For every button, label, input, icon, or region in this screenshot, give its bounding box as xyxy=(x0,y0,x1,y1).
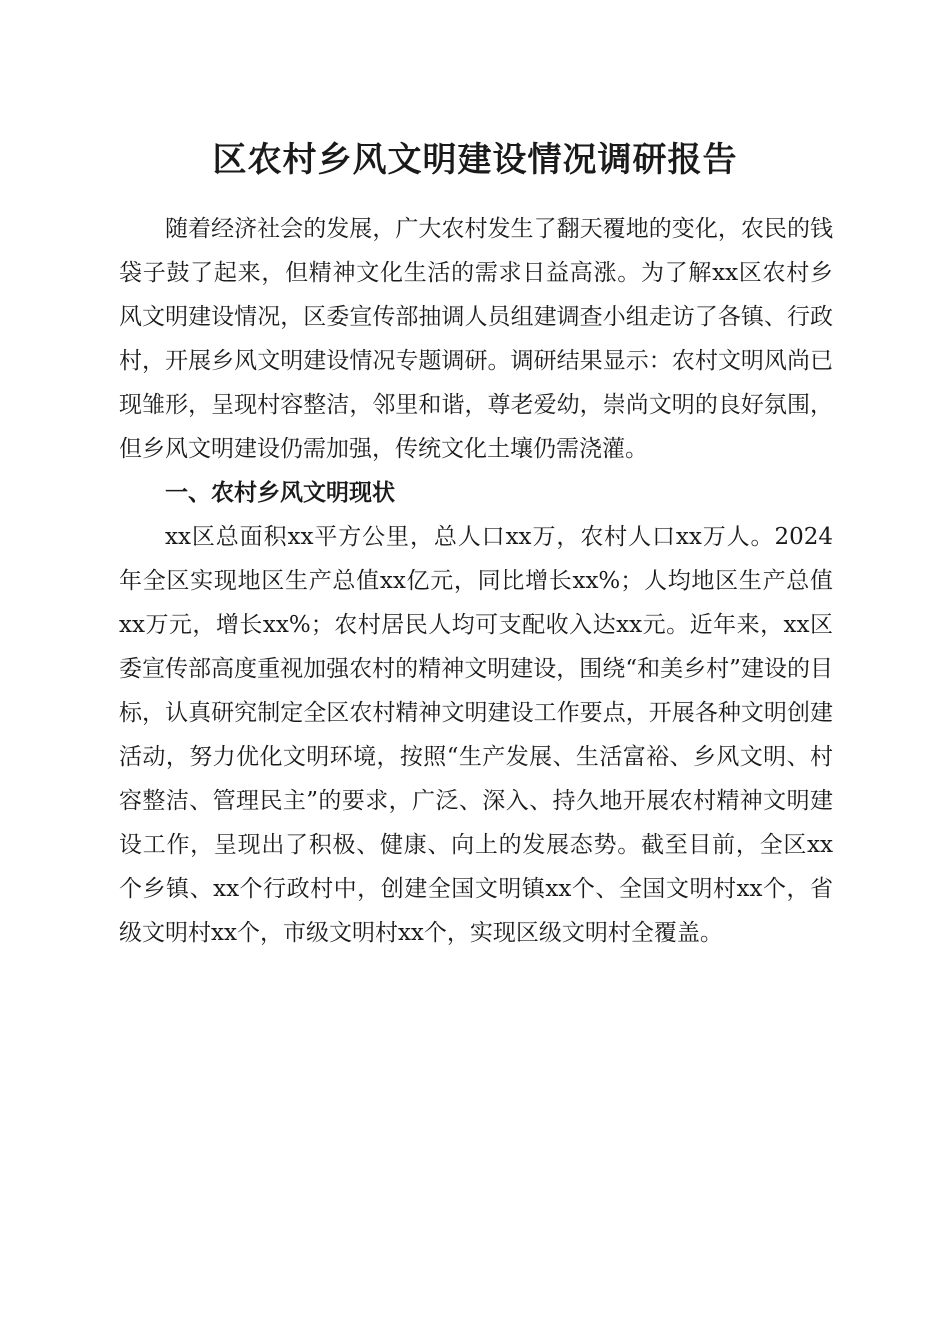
intro-paragraph: 随着经济社会的发展，广大农村发生了翻天覆地的变化，农民的钱袋子鼓了起来，但精神文化生活的需求日益高涨。为了解xx区农村乡风文明建设情况，区委宣传部抽调人员组建调查小组走访了各镇、行政村，开展乡风文明建设情况专题调研。调研结果显示：农村文明风尚已现雏形，呈现村容整洁，邻里和谐，尊老爱幼，崇尚文明的良好氛围，但乡风文明建设仍需加强，传统文化土壤仍需浇灌。 xyxy=(119,216,833,462)
section-1-paragraph: xx区总面积xx平方公里，总人口xx万，农村人口xx万人。2024年全区实现地区生产总值xx亿元，同比增长xx%；人均地区生产总值xx万元，增长xx%；农村居民人均可支配收入达xx元。近年来，xx区委宣传部高度重视加强农村的精神文明建设，围绕“和美乡村”建设的目标，认真研究制定全区农村精神文明建设工作要点，开展各种文明创建活动，努力优化文明环境，按照“生产发展、生活富裕、乡风文明、村容整洁、管理民主”的要求，广泛、深入、持久地开展农村精神文明建设工作，呈现出了积极、健康、向上的发展态势。截至目前，全区xx个乡镇、xx个行政村中，创建全国文明镇xx个、全国文明村xx个，省级文明村xx个，市级文明村xx个，实现区级文明村全覆盖。 xyxy=(119,524,833,946)
document-title: 区农村乡风文明建设情况调研报告 xyxy=(212,140,738,180)
document-body xyxy=(119,207,833,955)
section-heading-1: 一、农村乡风文明现状 xyxy=(165,480,395,506)
